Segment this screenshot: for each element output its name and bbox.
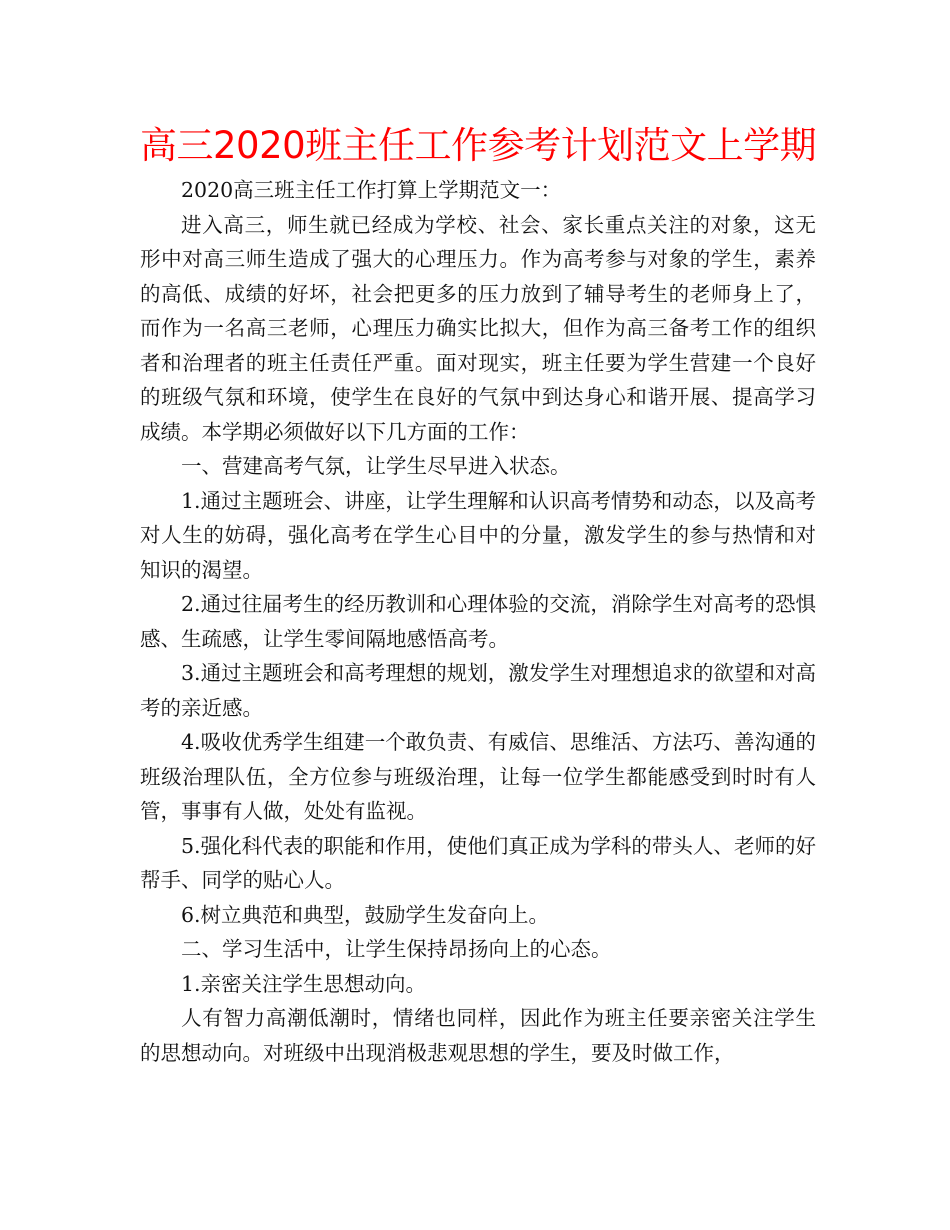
paragraph-intro: 进入高三，师生就已经成为学校、社会、家长重点关注的对象，这无形中对高三师生造成了强大的心理压力。作为高考参与对象的学生，素养的高低、成绩的好坏，社会把更多的压力放到了辅导考生的老师身上了，而作为一名高三老师，心理压力确实比拟大，但作为高三备考工作的组织者和治理者的班主任责任严重。面对现实，班主任要为学生营建一个良好的班级气氛和环境，使学生在良好的气氛中到达身心和谐开展、提高学习成绩。本学期必须做好以下几方面的工作：: [140, 212, 816, 444]
list-item-1-2: 2.通过往届考生的经历教训和心理体验的交流，消除学生对高考的恐惧感、生疏感，让学生零间隔地感悟高考。: [140, 592, 816, 651]
list-item-2-1: 1.亲密关注学生思想动向。: [181, 971, 427, 996]
list-item-1-3: 3.通过主题班会和高考理想的规划，激发学生对理想追求的欲望和对高考的亲近感。: [140, 661, 816, 720]
paragraph-2-1-body: 人有智力高潮低潮时，情绪也同样，因此作为班主任要亲密关注学生的思想动向。对班级中出现消极悲观思想的学生，要及时做工作，: [140, 1006, 816, 1065]
list-item-1-4: 4.吸收优秀学生组建一个敢负责、有威信、思维活、方法巧、善沟通的班级治理队伍，全方位参与班级治理，让每一位学生都能感受到时时有人管，事事有人做，处处有监视。: [140, 730, 816, 823]
section-heading-1: 一、营建高考气氛，让学生尽早进入状态。: [181, 454, 571, 478]
list-item-1-1: 1.通过主题班会、讲座，让学生理解和认识高考情势和动态，以及高考对人生的妨碍，强化高考在学生心目中的分量，激发学生的参与热情和对知识的渴望。: [140, 488, 816, 582]
document-page: [140, 118, 816, 1070]
list-item-1-5: 5.强化科代表的职能和作用，使他们真正成为学科的带头人、老师的好帮手、同学的贴心人。: [140, 833, 816, 892]
list-item-1-6: 6.树立典范和典型，鼓励学生发奋向上。: [181, 902, 550, 927]
section-heading-2: 二、学习生活中，让学生保持昂扬向上的心态。: [181, 937, 612, 961]
document-body: [140, 173, 816, 1070]
paragraph-intro-heading: 2020高三班主任工作打算上学期范文一：: [181, 178, 562, 202]
document-title: 高三2020班主任工作参考计划范文上学期: [140, 124, 817, 167]
